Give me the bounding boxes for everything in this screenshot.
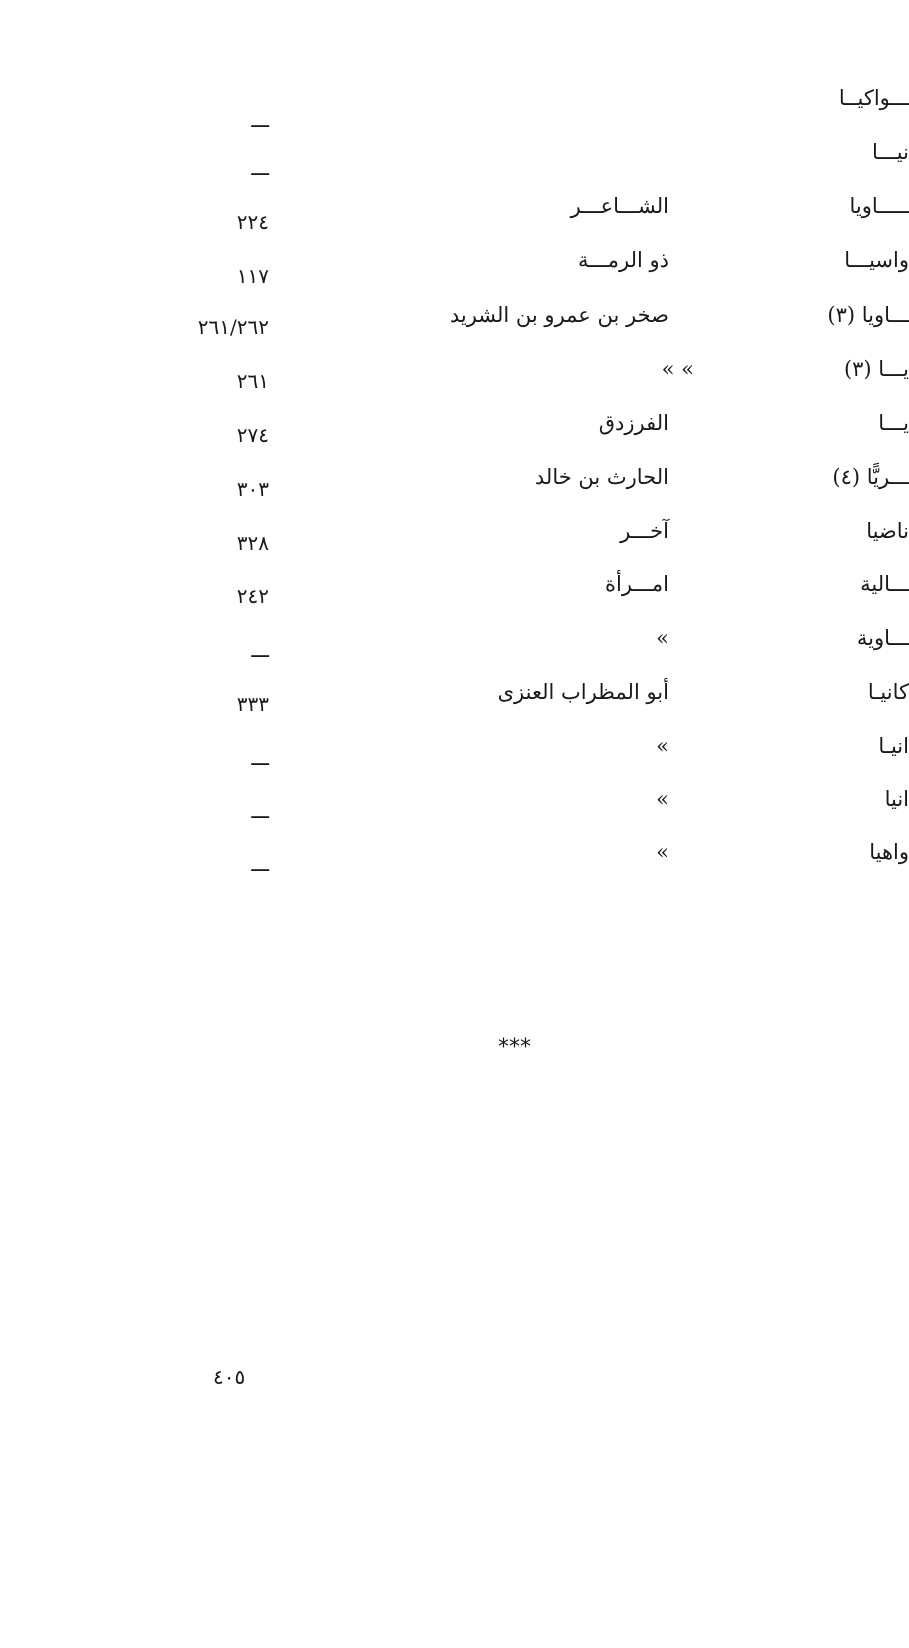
page-reference: ـــ — [251, 638, 269, 662]
rhyme-word: يـــا — [878, 411, 909, 435]
page-reference: ٣٢٨ — [236, 531, 269, 555]
index-row — [0, 142, 909, 182]
rhyme-word: ـــاويا (٣) — [827, 303, 909, 327]
poet-name: » — [656, 787, 669, 811]
section-divider: *** — [498, 1035, 531, 1060]
rhyme-word: يـــا (٣) — [843, 357, 909, 381]
index-row — [0, 682, 909, 722]
rhyme-word: ـــريًّا (٤) — [832, 465, 909, 489]
poet-name: الفرزدق — [598, 411, 669, 435]
page-reference: ٢٦١ — [236, 369, 269, 393]
poet-name: الحارث بن خالد — [534, 465, 669, 489]
index-row — [0, 521, 909, 561]
poet-name: » — [656, 840, 669, 864]
rhyme-word: ـــــاويا — [849, 194, 909, 218]
page-reference: ـــ — [251, 852, 269, 876]
index-row — [0, 574, 909, 614]
page-reference: ـــ — [251, 746, 269, 770]
poet-name: » » — [661, 357, 694, 381]
poet-name: امـــرأة — [605, 572, 669, 596]
page-reference: ٣٣٣ — [236, 692, 269, 716]
poet-name: الشـــاعـــر — [570, 194, 669, 218]
index-row — [0, 628, 909, 668]
page-number: ٤٠٥ — [213, 1365, 246, 1389]
page-reference: ١١٧ — [236, 264, 269, 288]
rhyme-word: كانيـا — [867, 680, 909, 704]
page-reference: ٢٢٤ — [236, 210, 269, 234]
rhyme-word: نيـــا — [871, 140, 909, 164]
rhyme-word: ـــالية — [860, 572, 909, 596]
page-reference: ـــ — [251, 156, 269, 180]
index-row — [0, 359, 909, 399]
index-row — [0, 196, 909, 236]
index-row — [0, 305, 909, 345]
page-reference: ٢٤٢ — [236, 584, 269, 608]
poet-name: » — [656, 734, 669, 758]
poet-name: » — [656, 626, 669, 650]
rhyme-word: ـــاوية — [856, 626, 909, 650]
page-reference: ـــ — [251, 799, 269, 823]
rhyme-word: ـــواكيــا — [838, 86, 909, 110]
page-reference: ٢٦١/٢٦٢ — [197, 315, 269, 339]
poet-name: آخـــر — [620, 519, 669, 543]
index-row — [0, 86, 909, 132]
index-row — [0, 736, 909, 776]
rhyme-word: انيا — [884, 787, 909, 811]
index-row — [0, 789, 909, 829]
rhyme-word: ناضيا — [866, 519, 909, 543]
poet-name: أبو المظراب العنزى — [497, 680, 669, 704]
page-reference: ـــ — [251, 108, 269, 132]
index-row — [0, 467, 909, 507]
index-row — [0, 250, 909, 290]
index-row — [0, 842, 909, 882]
poet-name: ذو الرمـــة — [578, 248, 669, 272]
page-reference: ٢٧٤ — [236, 423, 269, 447]
rhyme-word: واسيـــا — [844, 248, 909, 272]
rhyme-word: واهيا — [869, 840, 909, 864]
poet-name: صخر بن عمرو بن الشريد — [449, 303, 669, 327]
rhyme-word: انيـا — [878, 734, 909, 758]
page-reference: ٣٠٣ — [236, 477, 269, 501]
index-row — [0, 413, 909, 453]
